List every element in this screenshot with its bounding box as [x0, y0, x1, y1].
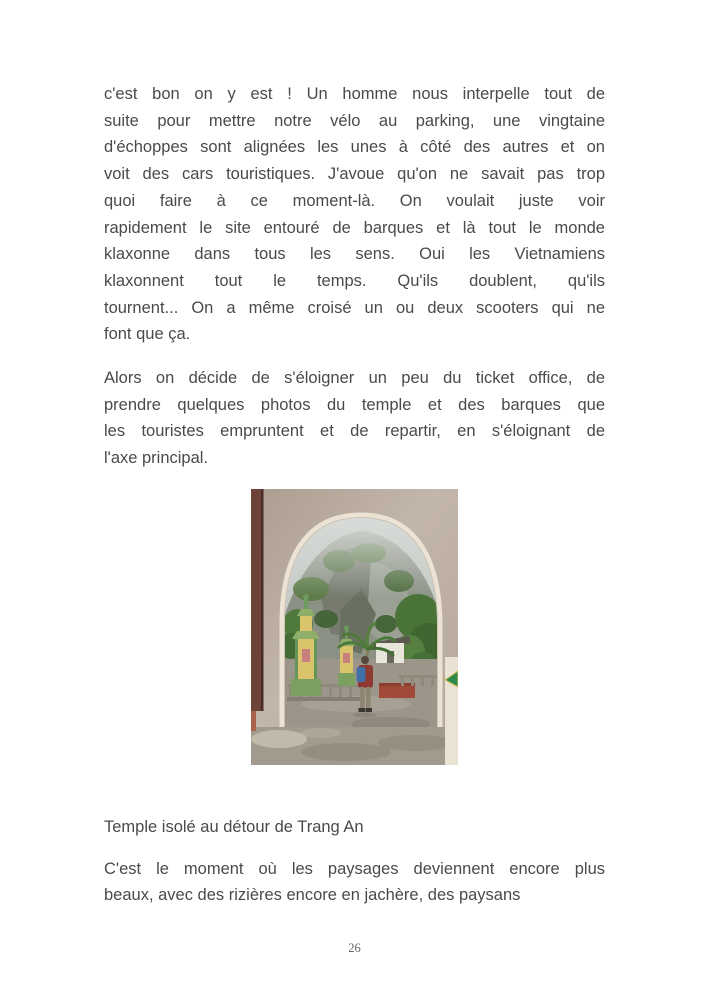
- text-line: d'échoppes sont alignées les unes à côté des autres et on: [104, 138, 605, 157]
- photo-caption: Temple isolé au détour de Trang An: [104, 817, 364, 836]
- text-line: l'axe principal.: [104, 449, 209, 468]
- text-line: beaux, avec des rizières encore en jachère, des paysans: [104, 886, 521, 905]
- article-content: [104, 81, 605, 926]
- text-line: klaxonnent tout le temps. Qu'ils doublent, qu'ils: [104, 271, 605, 290]
- text-line: rapidement le site entouré de barques et là tout le monde: [104, 218, 605, 237]
- text-line: c'est bon on y est ! Un homme nous interpelle tout de: [104, 85, 605, 103]
- text-line: les touristes empruntent et de repartir, en s'éloignant de: [104, 422, 605, 441]
- temple-photo-image: [251, 489, 458, 765]
- text-line: klaxonne dans tous les sens. Oui les Vietnamiens: [104, 245, 605, 264]
- text-line: tournent... On a même croisé un ou deux scooters qui ne: [104, 298, 605, 317]
- text-line: C'est le moment où les paysages deviennent encore plus: [104, 859, 605, 878]
- text-line: font que ça.: [104, 325, 191, 344]
- text-line: prendre quelques photos du temple et des barques que: [104, 395, 605, 414]
- paragraph-3: [104, 856, 605, 909]
- text-line: quoi faire à ce moment-là. On voulait juste voir: [104, 191, 605, 210]
- temple-arch-illustration: [251, 489, 458, 765]
- page-number: 26: [348, 941, 361, 955]
- paragraph-2: [104, 365, 605, 472]
- text-line: Alors on décide de s'éloigner un peu du ticket office, de: [104, 369, 605, 388]
- temple-photo-figure: [104, 489, 605, 770]
- paragraph-1: [104, 81, 605, 348]
- text-line: suite pour mettre notre vélo au parking, une vingtaine: [104, 111, 605, 130]
- text-line: voit des cars touristiques. J'avoue qu'on ne savait pas trop: [104, 165, 605, 184]
- page-footer: [0, 941, 709, 956]
